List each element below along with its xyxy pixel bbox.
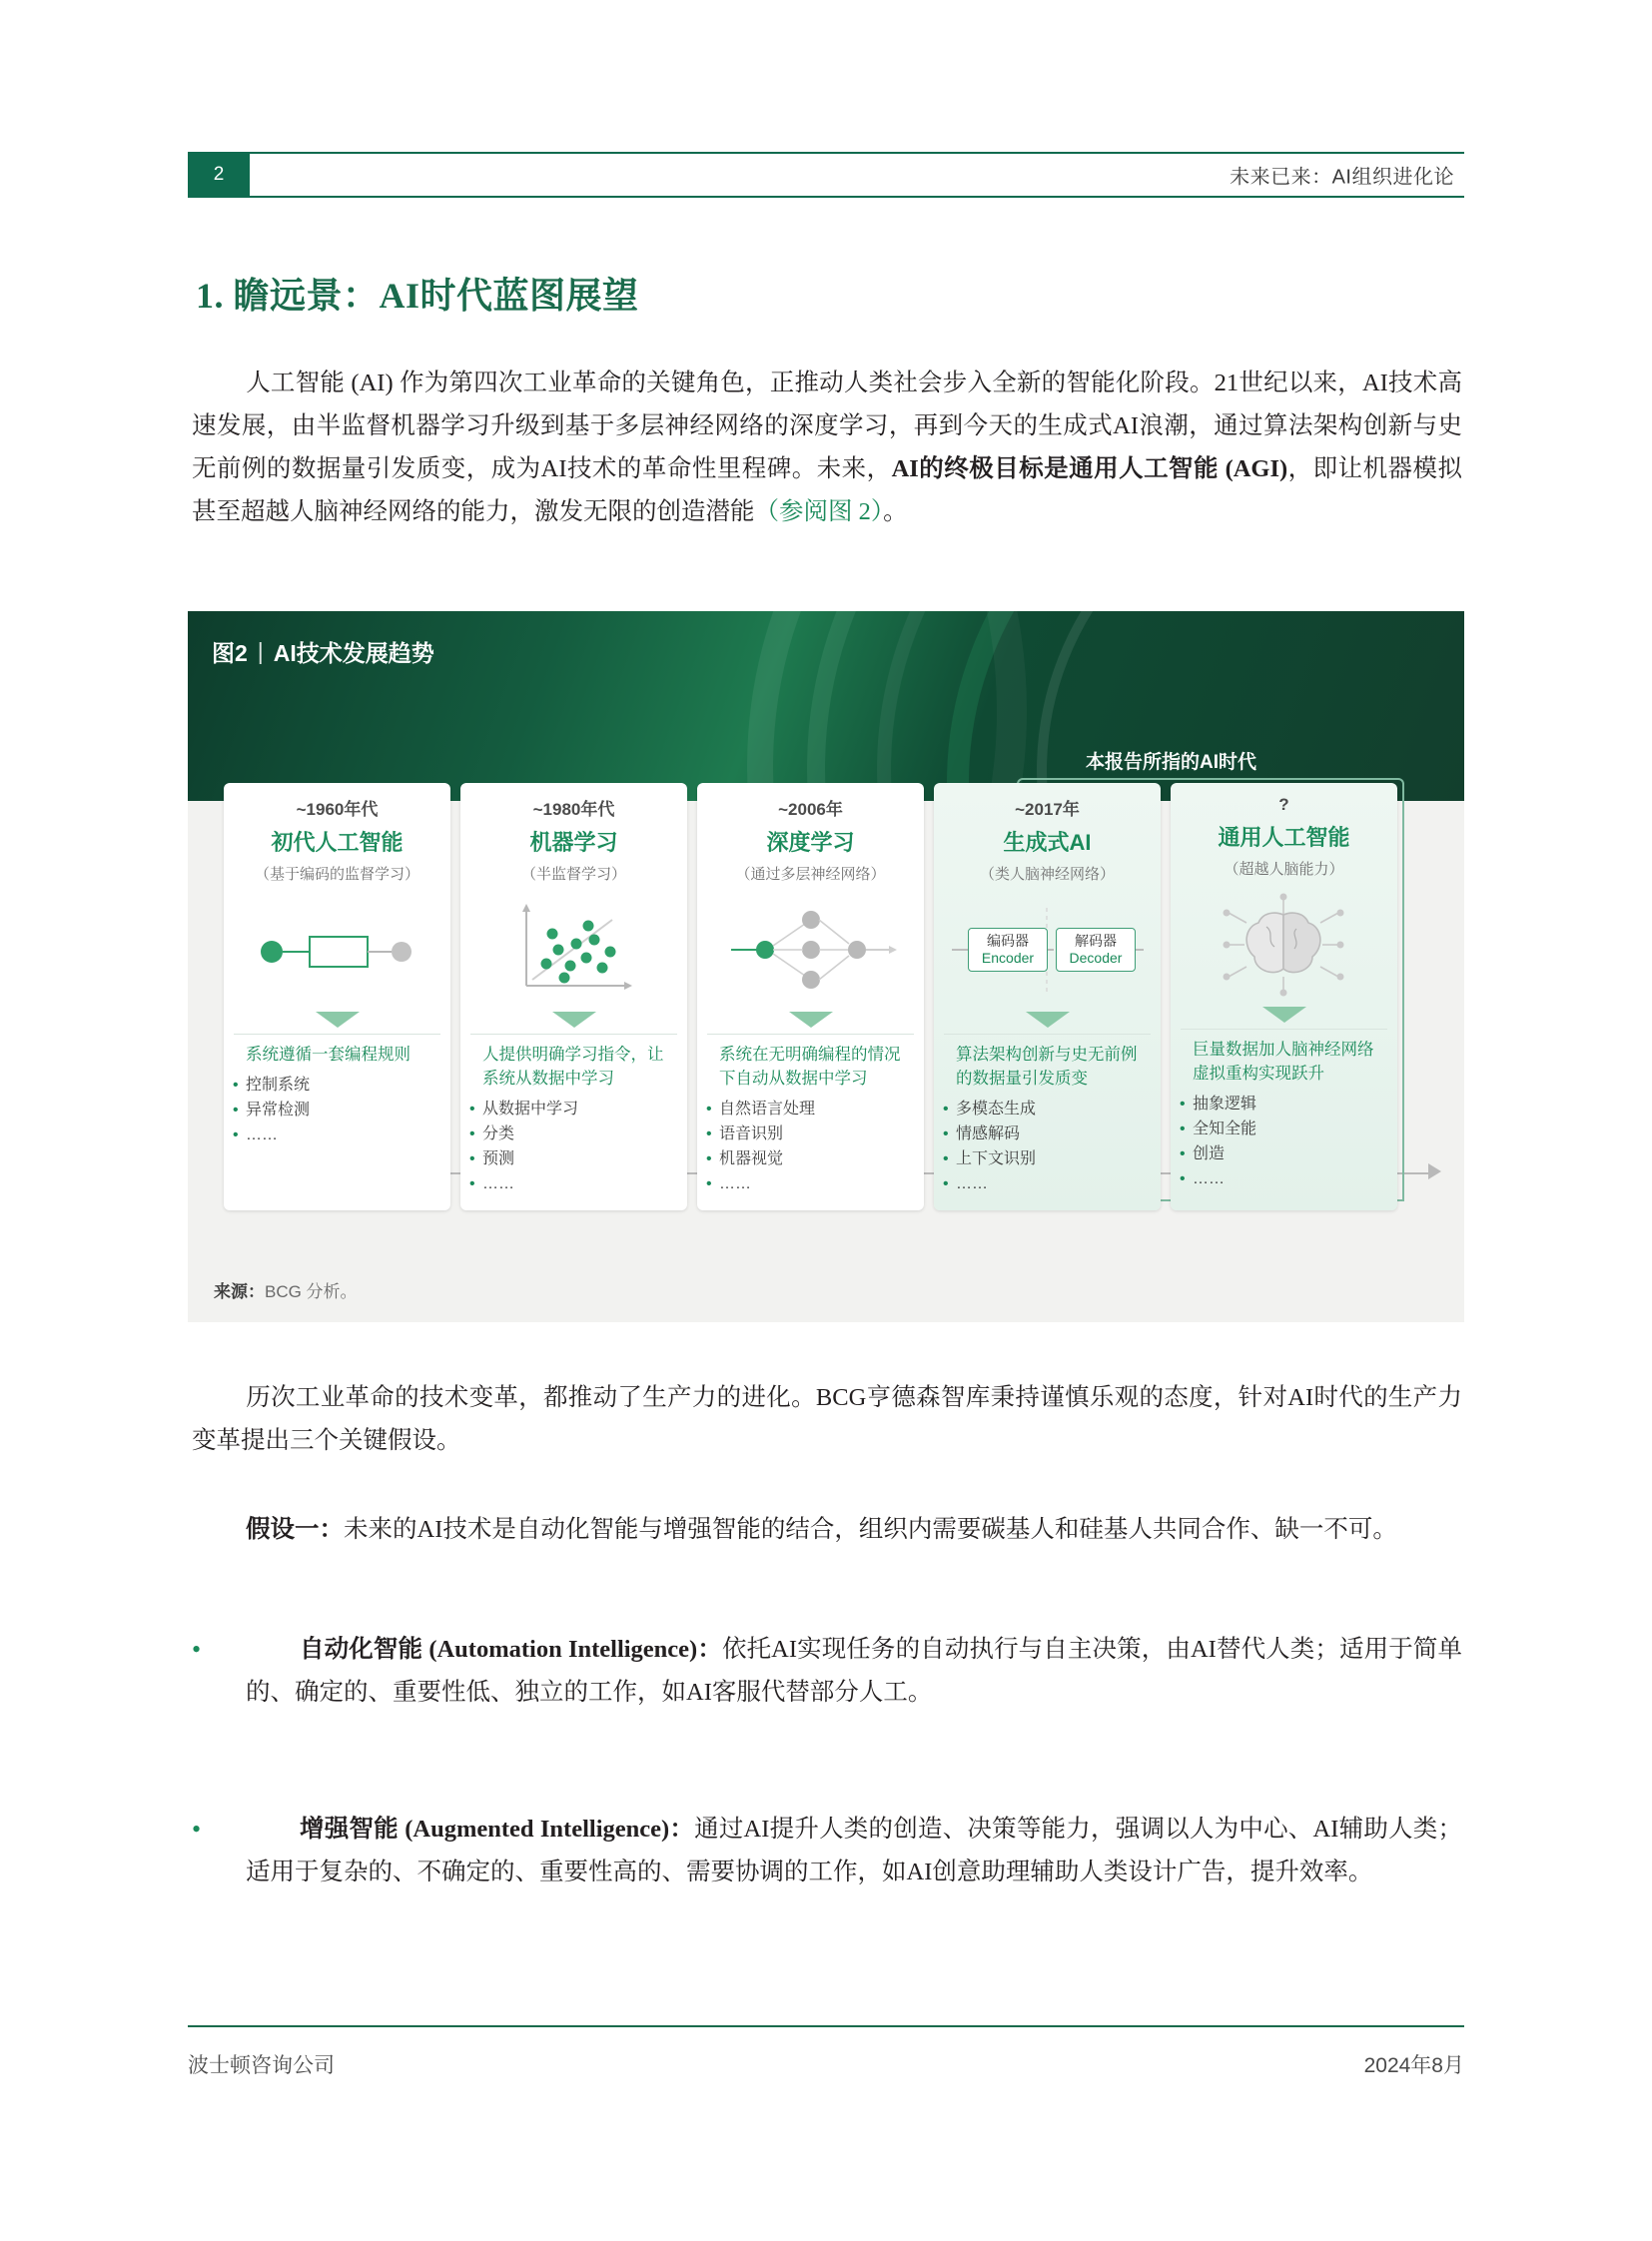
card-description: 巨量数据加人脑神经网络虚拟重构实现跃升 — [1181, 1029, 1387, 1090]
neural-network-diagram — [697, 894, 924, 1006]
brain-chip-svg — [1171, 889, 1397, 1001]
list-item-term: 自动化智能 (Automation Intelligence)： — [300, 1636, 722, 1663]
timeline-arrow-icon — [1428, 1163, 1441, 1179]
card-subtitle: （基于编码的监督学习） — [254, 866, 419, 883]
card-subtitle: （通过多层神经网络） — [735, 866, 886, 883]
card-item: • 抽象逻辑 — [1193, 1092, 1385, 1117]
timeline-card — [224, 783, 450, 1210]
page-number-badge: 2 — [188, 152, 250, 198]
card-item: • 情感解码 — [956, 1121, 1149, 1146]
card-item: • 全知全能 — [1193, 1117, 1385, 1141]
encoder-label-en: Encoder — [981, 950, 1035, 966]
card-header — [934, 783, 1161, 888]
figure-label-separator: | — [257, 638, 264, 664]
figure-number: 图2 — [212, 640, 248, 666]
encoder-decoder-diagram — [934, 894, 1161, 1006]
card-item: • 控制系统 — [246, 1073, 438, 1098]
hypothesis-label: 假设一： — [246, 1516, 344, 1543]
card-title: 生成式AI — [1003, 830, 1092, 855]
card-description: 系统遵循一套编程规则 — [234, 1034, 440, 1071]
card-item: • 机器视觉 — [719, 1146, 912, 1171]
timeline-card — [1171, 783, 1397, 1210]
bullet-dot-icon: • — [192, 1815, 202, 1844]
figure-banner — [188, 611, 1464, 801]
card-item: • 预测 — [482, 1146, 675, 1171]
figure-source-label: 来源： — [214, 1282, 265, 1301]
timeline-card — [934, 783, 1161, 1210]
encoder-label-cn: 编码器 — [987, 933, 1029, 949]
paragraph-intro-end: 。 — [883, 498, 908, 525]
card-item: • 异常检测 — [246, 1098, 438, 1122]
figure-source — [214, 1277, 358, 1302]
card-subtitle: （类人脑神经网络） — [979, 866, 1115, 883]
paragraph-intro — [192, 362, 1462, 533]
paragraph-intro-part-b: ，即让机器模拟甚至超越人脑神经网络的能力，激发无限的创造潜能 — [192, 455, 1462, 525]
node-box-node-diagram — [224, 894, 450, 1006]
card-title: 通用人工智能 — [1218, 825, 1350, 850]
card-item-list — [224, 1071, 450, 1161]
card-description: 系统在无明确编程的情况下自动从数据中学习 — [707, 1034, 914, 1095]
card-item-list — [1171, 1090, 1397, 1205]
decoder-box — [1056, 928, 1136, 972]
card-era: ~2006年 — [778, 800, 843, 819]
paragraph-productivity — [192, 1376, 1462, 1462]
card-era: ~1980年代 — [532, 800, 615, 819]
card-description: 算法架构创新与史无前例的数据量引发质变 — [944, 1034, 1151, 1095]
decoder-label-cn: 解码器 — [1075, 933, 1117, 949]
bullet-dot-icon: • — [192, 1635, 202, 1664]
card-arrow-icon — [552, 1012, 596, 1028]
scatter-plot-diagram — [460, 894, 687, 1006]
card-era: ~1960年代 — [296, 800, 379, 819]
card-item: • …… — [719, 1171, 912, 1196]
card-header — [224, 783, 450, 888]
figure-label — [212, 635, 434, 668]
paragraph-intro-part-a: 人工智能 (AI) 作为第四次工业革命的关键角色，正推动人类社会步入全新的智能化阶段。21世纪以来，AI技术高速发展，由半监督机器学习升级到基于多层神经网络的深度学习，再到今天的生成式AI浪潮，通过算法架构创新与史无前例的数据量引发质变，成为AI技术的革命性里程碑。未来， — [192, 370, 1462, 482]
card-description: 人提供明确学习指令，让系统从数据中学习 — [470, 1034, 677, 1095]
card-subtitle: （超越人脑能力） — [1224, 861, 1344, 878]
footer-rule — [188, 2025, 1464, 2027]
era-annotation: 本报告所指的AI时代 — [1085, 752, 1256, 773]
card-arrow-icon — [789, 1012, 833, 1028]
scatter-plot-svg — [460, 894, 687, 1006]
encoder-box — [968, 928, 1048, 972]
card-item: • 语音识别 — [719, 1121, 912, 1146]
list-item-text: 通过AI提升人类的创造、决策等能力，强调以人为中心、AI辅助人类；适用于复杂的、不确定的、重要性高的、需要协调的工作，如AI创意助理辅助人类设计广告，提升效率。 — [246, 1816, 1462, 1885]
figure-title: AI技术发展趋势 — [273, 640, 434, 666]
card-title: 初代人工智能 — [271, 830, 404, 855]
hypothesis-text: 未来的AI技术是自动化智能与增强智能的结合，组织内需要碳基人和硅基人共同合作、缺一不可。 — [344, 1516, 1397, 1543]
section-heading: 1. 瞻远景：AI时代蓝图展望 — [196, 276, 639, 316]
page-header — [188, 152, 1464, 198]
card-arrow-icon — [1262, 1007, 1306, 1023]
card-arrow-icon — [1026, 1012, 1070, 1028]
card-item-list — [460, 1095, 687, 1210]
card-item: • 分类 — [482, 1121, 675, 1146]
card-item: • 创造 — [1193, 1141, 1385, 1166]
brain-chip-diagram — [1171, 889, 1397, 1001]
card-title: 深度学习 — [766, 830, 855, 855]
list-item — [192, 1808, 1462, 1893]
timeline-card — [460, 783, 687, 1210]
card-item-list — [934, 1095, 1161, 1210]
card-header — [460, 783, 687, 888]
card-item: • …… — [1193, 1166, 1385, 1191]
paragraph-intro-bold: AI的终极目标是通用人工智能 (AGI) — [891, 455, 1288, 482]
figure-reference: （参阅图 2） — [754, 498, 884, 525]
card-item: • 自然语言处理 — [719, 1097, 912, 1121]
card-item-list — [697, 1095, 924, 1210]
list-item-body — [246, 1808, 1462, 1893]
header-rule — [250, 152, 1464, 198]
list-item-body — [246, 1628, 1462, 1714]
paragraph-hypothesis-one — [192, 1508, 1462, 1551]
node-box-node-svg — [224, 894, 450, 1006]
card-item: • …… — [956, 1171, 1149, 1196]
timeline-card-list — [224, 783, 1428, 1210]
card-subtitle: （半监督学习） — [520, 866, 626, 883]
card-header — [1171, 783, 1397, 883]
card-era: ? — [1278, 795, 1289, 814]
card-era: ~2017年 — [1015, 800, 1080, 819]
card-item: • 上下文识别 — [956, 1146, 1149, 1171]
card-item: • …… — [246, 1122, 438, 1147]
card-arrow-icon — [316, 1012, 360, 1028]
list-item-text: 依托AI实现任务的自动执行与自主决策，由AI替代人类；适用于简单的、确定的、重要性低、独立的工作，如AI客服代替部分人工。 — [246, 1636, 1462, 1706]
timeline-card — [697, 783, 924, 1210]
paragraph-productivity-text: 历次工业革命的技术变革，都推动了生产力的进化。BCG亨德森智库秉持谨慎乐观的态度，针对AI时代的生产力变革提出三个关键假设。 — [192, 1384, 1462, 1454]
card-item: • 从数据中学习 — [482, 1097, 675, 1121]
neural-network-svg — [697, 894, 924, 1006]
figure-ai-technology-trend — [188, 611, 1464, 1322]
card-header — [697, 783, 924, 888]
list-item-term: 增强智能 (Augmented Intelligence)： — [300, 1816, 695, 1843]
footer-company: 波士顿咨询公司 — [188, 2054, 335, 2077]
card-title: 机器学习 — [529, 830, 618, 855]
footer-date: 2024年8月 — [1363, 2054, 1464, 2077]
list-item — [192, 1628, 1462, 1714]
document-title: 未来已来：AI组织进化论 — [1230, 166, 1454, 189]
figure-source-text: BCG 分析。 — [265, 1282, 358, 1301]
decoder-label-en: Decoder — [1069, 950, 1123, 966]
card-item: • 多模态生成 — [956, 1097, 1149, 1121]
card-item: • …… — [482, 1171, 675, 1196]
